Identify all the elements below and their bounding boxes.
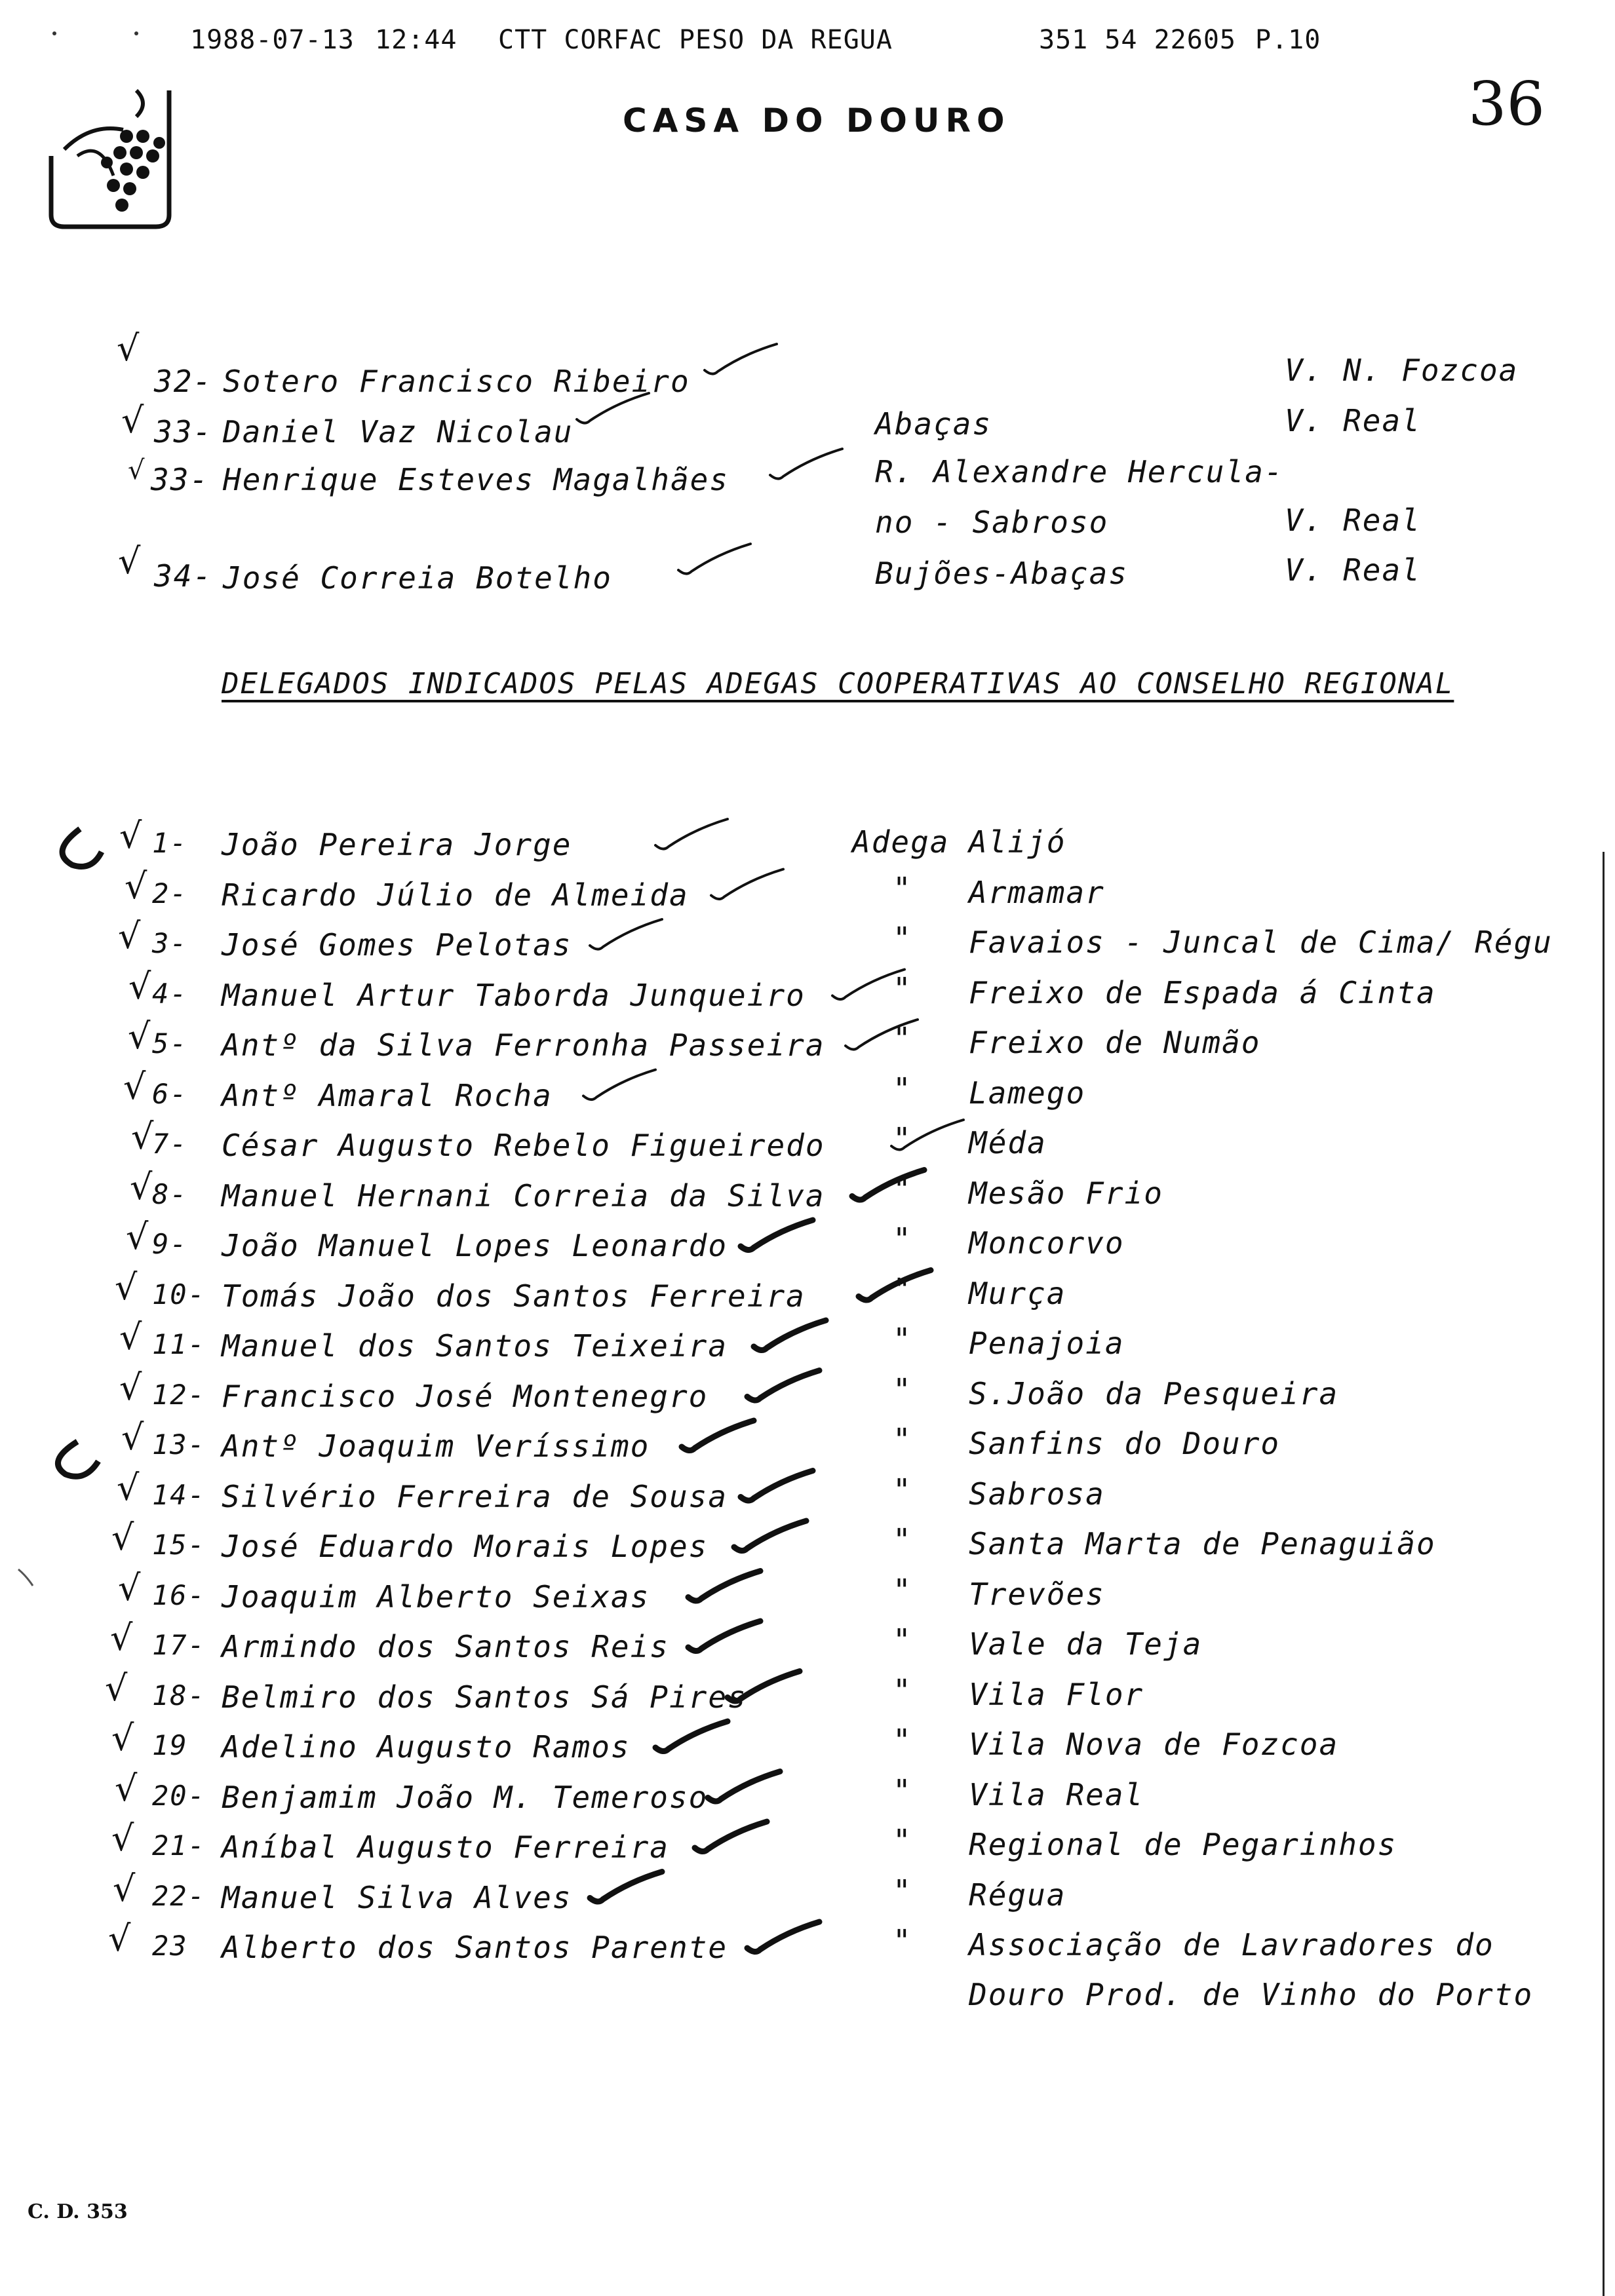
scan-speck: [52, 31, 56, 35]
entry-name: José Correia Botelho: [223, 560, 612, 596]
adega-location: Alijó: [969, 824, 1066, 860]
check-mark: √: [125, 866, 147, 907]
delegate-number: 10-: [152, 1278, 206, 1311]
delegate-name: João Manuel Lopes Leonardo: [222, 1228, 728, 1263]
ditto-mark: ": [893, 871, 912, 906]
fax-time: 12:44: [375, 25, 457, 55]
delegate-number: 9-: [152, 1228, 188, 1260]
delegate-name: Alberto dos Santos Parente: [222, 1930, 728, 1965]
delegate-name: Manuel Hernani Correia da Silva: [222, 1178, 825, 1214]
tick-mark: [695, 1822, 767, 1852]
adega-location: Mesão Frio: [969, 1176, 1163, 1211]
adega-location: Penajoia: [969, 1326, 1125, 1361]
adega-label: Adega: [852, 824, 950, 860]
tick-mark: [688, 1571, 760, 1601]
adega-location: Sanfins do Douro: [969, 1426, 1281, 1461]
delegate-name: Aníbal Augusto Ferreira: [222, 1829, 669, 1865]
delegate-name: Tomás João dos Santos Ferreira: [222, 1278, 806, 1314]
adega-location: Vale da Teja: [969, 1626, 1203, 1662]
letterhead-title: CASA DO DOURO: [623, 102, 1011, 140]
check-mark: √: [131, 1116, 154, 1157]
check-mark: √: [118, 541, 141, 582]
check-mark: √: [110, 1617, 133, 1658]
tick-mark: [734, 1521, 806, 1551]
ditto-mark: ": [893, 1823, 912, 1858]
adega-location: Freixo de Espada á Cinta: [969, 975, 1436, 1010]
ditto-mark: ": [893, 1873, 912, 1909]
delegate-number: 20-: [152, 1780, 206, 1812]
tick-mark: [590, 1872, 662, 1902]
delegate-number: 3-: [152, 927, 188, 959]
delegate-number: 13-: [152, 1428, 206, 1461]
ditto-mark: ": [893, 1522, 912, 1558]
delegate-name: César Augusto Rebelo Figueiredo: [222, 1128, 825, 1163]
adega-location: Santa Marta de Penaguião: [969, 1526, 1436, 1561]
delegate-name: Manuel Artur Taborda Junqueiro: [222, 978, 806, 1013]
ditto-mark: ": [893, 1673, 912, 1708]
delegate-number: 1-: [152, 827, 188, 859]
check-mark: √: [111, 1717, 134, 1759]
tick-mark: [705, 344, 777, 374]
delegate-number: 6-: [152, 1078, 188, 1110]
adega-location: Armamar: [969, 875, 1105, 910]
scan-speck: [134, 31, 138, 35]
tick-mark: [655, 819, 728, 849]
ditto-mark: ": [893, 1573, 912, 1608]
check-mark: √: [130, 1166, 153, 1208]
check-mark: √: [119, 1316, 142, 1358]
delegate-name: Manuel dos Santos Teixeira: [222, 1328, 728, 1364]
delegate-number: 23: [152, 1930, 188, 1962]
entry-district: V. Real: [1285, 403, 1421, 438]
tick-mark: [770, 449, 842, 479]
delegate-name: João Pereira Jorge: [222, 827, 572, 862]
footer-code: C. D. 353: [28, 2200, 128, 2223]
ditto-mark: ": [893, 1021, 912, 1056]
tick-mark: [741, 1220, 813, 1250]
adega-location: Lamego: [969, 1075, 1086, 1111]
entry-district: V. N. Fozcoa: [1285, 353, 1519, 388]
check-mark: √: [118, 1567, 141, 1609]
delegate-name: Antº Joaquim Veríssimo: [222, 1428, 650, 1464]
ditto-mark: ": [893, 1622, 912, 1658]
check-mark: √: [115, 1267, 138, 1308]
delegate-name: Antº Amaral Rocha: [222, 1078, 553, 1113]
check-mark: √: [105, 1668, 128, 1709]
entry-place: Bujões-Abaças: [875, 556, 1129, 591]
entry-number: 33-: [154, 414, 213, 450]
delegate-number: 18-: [152, 1679, 206, 1712]
section-heading: DELEGADOS INDICADOS PELAS ADEGAS COOPERATIVAS AO CONSELHO REGIONAL: [222, 667, 1454, 700]
tick-mark: [682, 1421, 754, 1451]
tick-mark: [747, 1371, 819, 1401]
tick-mark: [747, 1922, 819, 1952]
check-mark: √: [115, 1768, 138, 1809]
check-mark: √: [111, 1517, 134, 1558]
entry-district: V. Real: [1285, 503, 1421, 538]
check-mark: √: [119, 815, 142, 856]
tick-mark: [688, 1621, 760, 1651]
ditto-mark: ": [893, 1422, 912, 1457]
check-mark: √: [121, 1417, 144, 1458]
ditto-mark: ": [893, 1322, 912, 1357]
check-mark: √: [119, 1367, 142, 1408]
check-mark: √: [117, 1467, 140, 1508]
delegate-number: 21-: [152, 1829, 206, 1862]
delegate-number: 8-: [152, 1178, 188, 1210]
adega-location-continued: Douro Prod. de Vinho do Porto: [969, 1977, 1534, 2012]
entry-name: Henrique Esteves Magalhães: [223, 462, 730, 497]
ditto-mark: ": [893, 1923, 912, 1959]
tick-mark: [852, 1170, 924, 1200]
ditto-mark: ": [893, 1472, 912, 1508]
ditto-mark: ": [893, 1773, 912, 1808]
delegate-number: 11-: [152, 1328, 206, 1360]
entry-name: Sotero Francisco Ribeiro: [223, 364, 690, 399]
adega-location: Méda: [969, 1125, 1047, 1160]
ditto-mark: ": [893, 1071, 912, 1107]
fax-sender: CTT CORFAC PESO DA REGUA: [498, 25, 893, 55]
tick-mark: [583, 1070, 655, 1100]
adega-location: Associação de Lavradores do: [969, 1927, 1494, 1962]
adega-location: Sabrosa: [969, 1476, 1105, 1512]
tick-mark: [590, 919, 662, 949]
entry-place-continued: no - Sabroso: [875, 505, 1109, 540]
check-mark: √: [128, 455, 145, 486]
delegate-number: 4-: [152, 978, 188, 1010]
adega-location: Vila Nova de Fozcoa: [969, 1727, 1339, 1762]
ditto-mark: ": [893, 1172, 912, 1207]
adega-location: Freixo de Numão: [969, 1025, 1261, 1060]
check-mark: √: [128, 1016, 151, 1057]
ditto-mark: ": [893, 921, 912, 956]
delegate-name: Francisco José Montenegro: [222, 1379, 709, 1414]
check-mark: √: [128, 966, 151, 1007]
entry-place: R. Alexandre Hercula-: [875, 454, 1284, 489]
delegate-number: 16-: [152, 1579, 206, 1611]
delegate-number: 12-: [152, 1379, 206, 1411]
check-mark: √: [113, 1868, 136, 1909]
delegate-name: Antº da Silva Ferronha Passeira: [222, 1027, 825, 1063]
grape-logo-icon: [38, 77, 182, 235]
delegate-name: Joaquim Alberto Seixas: [222, 1579, 650, 1615]
delegate-name: Adelino Augusto Ramos: [222, 1729, 631, 1765]
adega-location: Vila Flor: [969, 1677, 1144, 1712]
check-mark: √: [111, 1818, 134, 1859]
adega-location: Favaios - Juncal de Cima/ Régu: [969, 925, 1553, 960]
delegate-name: Silvério Ferreira de Sousa: [222, 1479, 728, 1514]
adega-location: Moncorvo: [969, 1225, 1125, 1261]
entry-name: Daniel Vaz Nicolau: [223, 414, 574, 450]
fax-date: 1988-07-13: [190, 25, 355, 55]
delegate-name: Belmiro dos Santos Sá Pires: [222, 1679, 747, 1715]
check-mark: √: [117, 328, 140, 369]
delegate-name: Armindo dos Santos Reis: [222, 1629, 669, 1664]
adega-location: Regional de Pegarinhos: [969, 1827, 1397, 1862]
delegate-number: 2-: [152, 877, 188, 909]
fax-page: P.10: [1255, 25, 1321, 55]
delegate-number: 17-: [152, 1629, 206, 1661]
ditto-mark: ": [893, 1723, 912, 1758]
delegate-number: 15-: [152, 1529, 206, 1561]
delegate-number: 5-: [152, 1027, 188, 1060]
entry-number: 33-: [151, 462, 210, 497]
ditto-mark: ": [893, 971, 912, 1006]
handwritten-page-number: 36: [1468, 69, 1546, 139]
check-mark: √: [121, 400, 144, 441]
delegate-number: 7-: [152, 1128, 188, 1160]
delegate-name: Ricardo Júlio de Almeida: [222, 877, 689, 913]
entry-number: 32-: [154, 364, 213, 399]
check-mark: √: [118, 915, 141, 957]
delegate-number: 22-: [152, 1880, 206, 1912]
delegate-number: 19: [152, 1729, 188, 1761]
ditto-mark: ": [893, 1272, 912, 1307]
ditto-mark: ": [893, 1372, 912, 1407]
check-mark: √: [108, 1918, 131, 1959]
delegate-name: Manuel Silva Alves: [222, 1880, 572, 1915]
adega-location: Régua: [969, 1877, 1066, 1913]
adega-location: Trevões: [969, 1577, 1105, 1612]
tick-mark: [678, 544, 750, 574]
check-mark: √: [126, 1216, 149, 1257]
adega-location: Vila Real: [969, 1777, 1144, 1812]
adega-location: Murça: [969, 1276, 1066, 1311]
tick-mark: [655, 1721, 728, 1751]
entry-district: V. Real: [1285, 552, 1421, 588]
check-mark: √: [123, 1066, 146, 1107]
delegate-name: Benjamim João M. Temeroso: [222, 1780, 709, 1815]
delegate-name: José Eduardo Morais Lopes: [222, 1529, 709, 1564]
fax-number: 351 54 22605: [1039, 25, 1236, 55]
page-edge-line: [1603, 852, 1605, 2296]
tick-mark: [754, 1320, 826, 1350]
entry-number: 34-: [154, 558, 213, 594]
tick-mark: [708, 1772, 780, 1802]
ditto-mark: ": [893, 1121, 912, 1157]
delegate-number: 14-: [152, 1479, 206, 1511]
tick-mark: [741, 1471, 813, 1501]
tick-mark: [711, 870, 783, 900]
ditto-mark: ": [893, 1221, 912, 1257]
entry-place: Abaças: [875, 406, 992, 442]
adega-location: S.João da Pesqueira: [969, 1376, 1339, 1411]
delegate-name: José Gomes Pelotas: [222, 927, 572, 963]
